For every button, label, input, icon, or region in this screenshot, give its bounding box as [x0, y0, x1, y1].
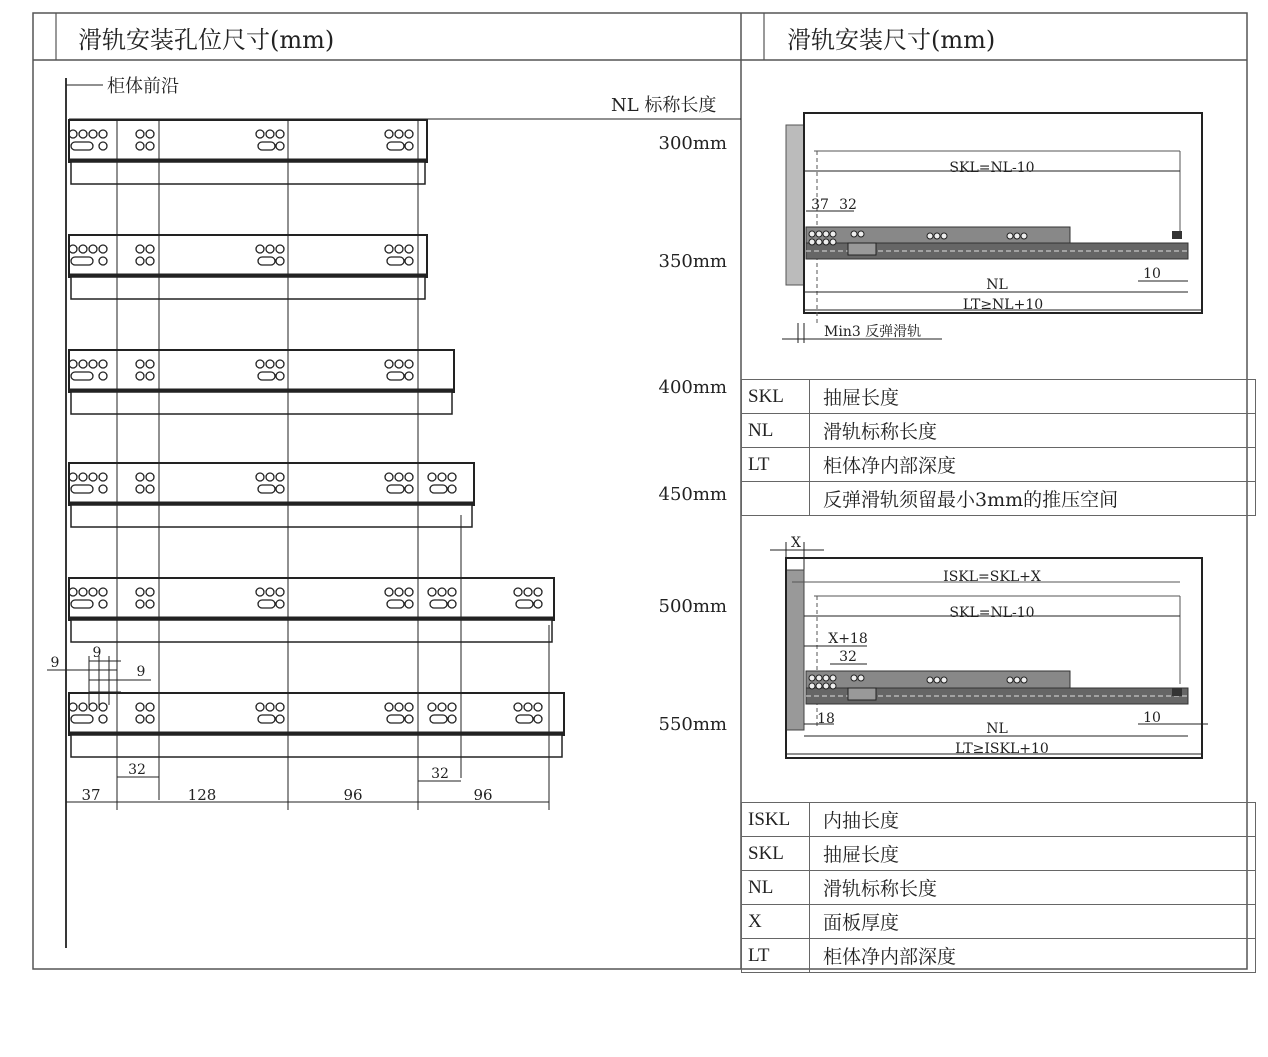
- install-diagram-2: [742, 516, 1247, 800]
- x-label: X: [791, 535, 801, 551]
- legend-key: X: [742, 905, 810, 939]
- legend-desc: 滑轨标称长度: [810, 414, 1256, 448]
- legend-desc: 柜体净内部深度: [810, 939, 1256, 973]
- legend-row: [742, 803, 1256, 837]
- rail-length-label: 550mm: [658, 714, 727, 735]
- legend-row: [742, 905, 1256, 939]
- slide-rail: [69, 693, 564, 757]
- right-panel-title: 滑轨安装尺寸(mm): [787, 26, 996, 54]
- slide-rail: [69, 350, 454, 414]
- dim-37: 37: [81, 786, 101, 804]
- slide-rail: [69, 235, 427, 299]
- left-panel-title: 滑轨安装孔位尺寸(mm): [78, 26, 335, 54]
- rail-length-label: 450mm: [658, 484, 727, 505]
- bottom-dimension-line: [66, 786, 549, 810]
- legend-row: [742, 414, 1256, 448]
- nl-header: NL 标称长度: [611, 95, 717, 116]
- dim-37-label: 37: [811, 197, 829, 213]
- legend-table-2: [741, 802, 1256, 973]
- legend-desc: 反弹滑轨须留最小3mm的推压空间: [810, 482, 1256, 516]
- legend-row: [742, 482, 1256, 516]
- lt-label-2: LT≥ISKL+10: [955, 741, 1049, 757]
- dim-32-label-2: 32: [839, 649, 857, 665]
- hole-position-diagram: [33, 60, 741, 969]
- iskl-label: ISKL=SKL+X: [943, 569, 1041, 585]
- legend-desc: 抽屉长度: [810, 380, 1256, 414]
- rail-length-label: 400mm: [658, 377, 727, 398]
- dim-128: 128: [187, 786, 217, 804]
- slide-rail: [69, 120, 427, 184]
- dim-10-label: 10: [1143, 266, 1161, 282]
- legend-desc: 面板厚度: [810, 905, 1256, 939]
- legend-key: [742, 482, 810, 516]
- small-dimension-32: [117, 762, 461, 782]
- legend-desc: 滑轨标称长度: [810, 871, 1256, 905]
- legend-desc: 柜体净内部深度: [810, 448, 1256, 482]
- skl-label: SKL=NL-10: [949, 160, 1035, 176]
- legend-key: SKL: [742, 380, 810, 414]
- skl-label-2: SKL=NL-10: [949, 605, 1035, 621]
- nl-label-2: NL: [986, 721, 1008, 737]
- dim-9-b: 9: [92, 645, 102, 661]
- legend-key: NL: [742, 414, 810, 448]
- legend-row: [742, 837, 1256, 871]
- legend-desc: 内抽长度: [810, 803, 1256, 837]
- legend-row: [742, 448, 1256, 482]
- rail-length-label: 350mm: [658, 251, 727, 272]
- legend-table-1: [741, 379, 1256, 516]
- legend-key: LT: [742, 939, 810, 973]
- legend-key: LT: [742, 448, 810, 482]
- legend-key: ISKL: [742, 803, 810, 837]
- x18-label: X+18: [828, 631, 868, 647]
- dim-96-b: 96: [473, 786, 493, 804]
- rail-length-label: 500mm: [658, 596, 727, 617]
- install-diagram-1: [742, 61, 1247, 379]
- legend-key: SKL: [742, 837, 810, 871]
- dim-32-a: 32: [128, 762, 146, 778]
- dim-10-label-2: 10: [1143, 710, 1161, 726]
- cabinet-front-label: 柜体前沿: [107, 76, 179, 97]
- lt-label: LT≥NL+10: [962, 297, 1044, 313]
- dim-32-label: 32: [839, 197, 857, 213]
- dim-96-a: 96: [343, 786, 363, 804]
- slide-rail: [69, 578, 554, 642]
- dim-18-label: 18: [817, 711, 835, 727]
- slide-rail: [69, 463, 474, 527]
- legend-key: NL: [742, 871, 810, 905]
- legend-desc: 抽屉长度: [810, 837, 1256, 871]
- nl-label: NL: [986, 277, 1008, 293]
- dim-32-b: 32: [431, 766, 449, 782]
- legend-row: [742, 939, 1256, 973]
- dim-9-a: 9: [50, 655, 60, 671]
- rail-length-label: 300mm: [658, 133, 727, 154]
- min-label: Min3 反弹滑轨: [824, 324, 922, 340]
- legend-row: [742, 871, 1256, 905]
- dim-9-c: 9: [136, 664, 146, 680]
- legend-row: [742, 380, 1256, 414]
